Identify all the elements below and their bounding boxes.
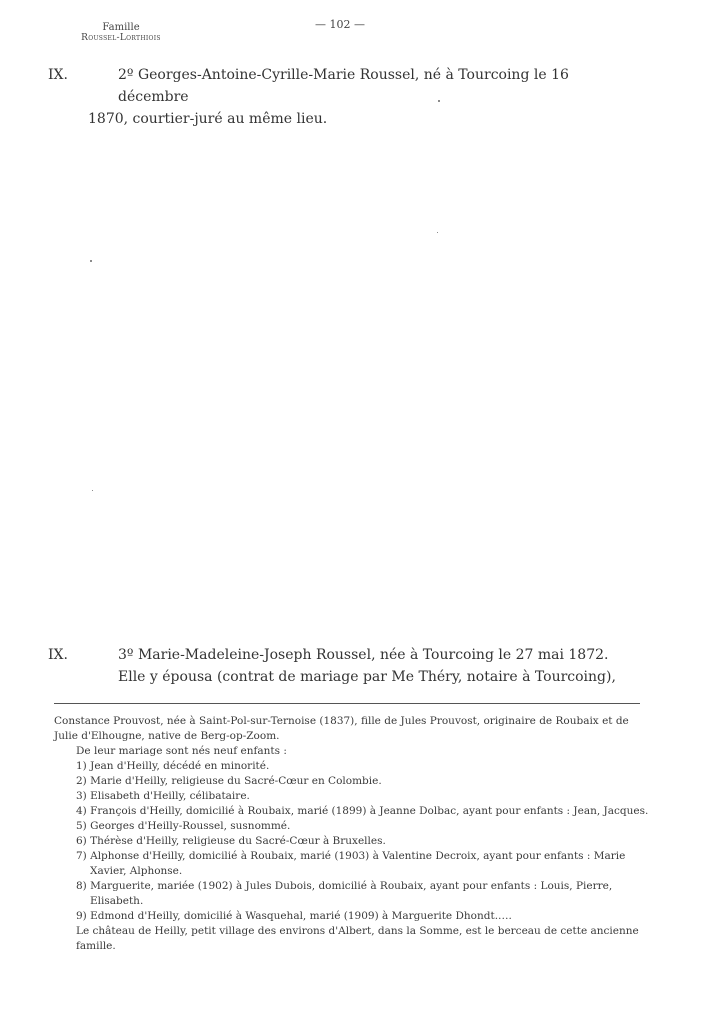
footnote	[54, 714, 654, 954]
scan-speck	[438, 100, 440, 102]
entry-line: 3º Marie-Madeleine-Joseph Roussel, née à Tourcoing le 27 mai 1872.	[118, 647, 609, 663]
child-item: 5) Georges d'Heilly-Roussel, susnommé.	[76, 820, 291, 832]
child-item: 7) Alphonse d'Heilly, domicilié à Roubaix, marié (1903) à Valentine Decroix, ayant pour enfants : Marie Xavier, Alphonse.	[76, 850, 626, 877]
child-item: 3) Elisabeth d'Heilly, célibataire.	[76, 790, 250, 802]
entry-line: 1870, courtier-juré au même lieu.	[88, 111, 328, 127]
child-item: 9) Edmond d'Heilly, domicilié à Wasquehal, marié (1909) à Marguerite Dhondt.….	[76, 910, 512, 922]
scan-speck	[90, 260, 92, 262]
entry-line: 2º Georges-Antoine-Cyrille-Marie Roussel, né à Tourcoing le 16 décembre	[118, 67, 569, 105]
footnote-divider	[54, 703, 640, 704]
entry-text	[88, 64, 638, 130]
scan-speck	[92, 490, 93, 491]
header-family-name: Roussel-Lorthiois	[81, 33, 161, 43]
child-item: 8) Marguerite, mariée (1902) à Jules Dubois, domicilié à Roubaix, ayant pour enfants : Louis, Pierre, Elisabeth.	[76, 880, 613, 907]
footnote-intro: Constance Prouvost, née à Saint-Pol-sur-Ternoise (1837), fille de Jules Prouvost, originaire de Roubaix et de Julie d'Elhougne, native de Berg-op-Zoom.	[54, 715, 629, 742]
child-item: 2) Marie d'Heilly, religieuse du Sacré-Cœur en Colombie.	[76, 775, 382, 787]
child-item: 1) Jean d'Heilly, décédé en minorité.	[76, 760, 270, 772]
running-header	[56, 22, 186, 44]
footnote-lead: De leur mariage sont nés neuf enfants :	[76, 745, 287, 757]
entry-line: Elle y épousa (contrat de mariage par Me Théry, notaire à Tourcoing),	[118, 669, 616, 685]
child-item: 6) Thérèse d'Heilly, religieuse du Sacré-Cœur à Bruxelles.	[76, 835, 386, 847]
entry-text	[118, 644, 638, 688]
footnote-closing: Le château de Heilly, petit village des environs d'Albert, dans la Somme, est le berceau de cette ancienne famille.	[76, 925, 639, 952]
child-item: 4) François d'Heilly, domicilié à Roubaix, marié (1899) à Jeanne Dolbac, ayant pour enfants : Jean, Jacques.	[76, 805, 649, 817]
scan-speck	[437, 232, 438, 233]
generation-number: IX.	[48, 647, 68, 663]
header-family-label: Famille	[102, 22, 140, 33]
generation-number: IX.	[48, 67, 68, 83]
page-number: — 102 —	[315, 18, 365, 31]
